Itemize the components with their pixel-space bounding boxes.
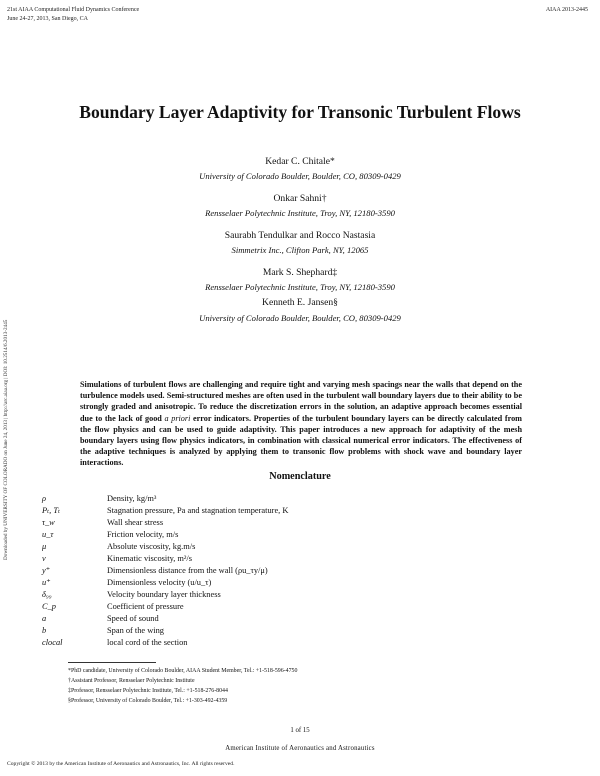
nomenclature-symbol: δ₉₉ [42,590,52,599]
abstract [80,379,522,469]
nomenclature-definition: Span of the wing [107,626,164,635]
nomenclature-symbol: Pₜ, Tₜ [42,506,61,515]
nomenclature-symbol: ν [42,554,46,563]
nomenclature-definition: Dimensionless velocity (u/u_τ) [107,578,212,587]
abstract-text: Simulations of turbulent flows are challenging and require tight and varying mesh spacings near the walls that depend on the turbulence models used. Semi-structured meshes are often used in the turbulent wall boundary layers due to their ability to be strongly graded and anisotropic. To reduce the discretization errors in the solution, an adaptive approach becomes essential due to the lack of good [80,380,522,423]
author-affiliation: University of Colorado Boulder, Boulder, CO, 80309-0429 [199,313,401,323]
nomenclature-symbol: ρ [42,494,47,503]
footnote: ‡Professor, Rensselaer Polytechnic Institute, Tel.: +1-518-276-8044 [68,688,228,694]
nomenclature-symbol: C_p [42,602,56,611]
author-name: Kenneth E. Jansen§ [262,297,338,308]
author-name: Saurabh Tendulkar and Rocco Nastasia [224,230,376,241]
conference-header [7,6,139,24]
nomenclature-definition: Kinematic viscosity, m²/s [107,554,193,563]
nomenclature-definition: Velocity boundary layer thickness [107,590,221,599]
nomenclature-symbol: clocal [42,638,63,647]
download-note: Downloaded by UNIVERSITY OF COLORADO on June 24, 2013 | http://arc.aiaa.org | DOI: 10.2514/6.2013-2445 [3,319,9,560]
nomenclature-definition: Stagnation pressure, Pa and stagnation temperature, K [107,506,289,515]
footnote: §Professor, University of Colorado Boulder, Tel.: +1-303-492-4359 [68,698,228,704]
author-affiliation: University of Colorado Boulder, Boulder, CO, 80309-0429 [199,171,401,181]
nomenclature-symbol: u_τ [42,530,54,539]
conference-name: 21st AIAA Computational Fluid Dynamics Conference [7,7,140,13]
author-name: Onkar Sahni† [273,193,327,204]
abstract-text: error indicators. Properties of the turbulent boundary layers can be directly calculated from the flow physics and can be used to guide adaptivity. This paper introduces a new approach for adaptivity of the mesh boundary layers using flow physics indicators, in combination with classical numerical error indicators. The effectiveness of the adaptive techniques is analyzed by applying them to transonic flow problems with shock wave and boundary layer interactions. [80,413,522,468]
nomenclature-symbol: μ [42,542,47,551]
nomenclature-definition: Dimensionless distance from the wall (ρu_τy/μ) [107,566,268,575]
conference-dates: June 24-27, 2013, San Diego, CA [7,16,88,22]
author-affiliation: Rensselaer Polytechnic Institute, Troy, NY, 12180-3590 [205,282,395,292]
nomenclature-definition: Wall shear stress [107,518,164,527]
author-name: Kedar C. Chitale* [265,156,335,167]
paper-title: Boundary Layer Adaptivity for Transonic Turbulent Flows [79,102,521,122]
nomenclature-definition: Density, kg/m³ [107,494,157,503]
nomenclature-definition: Speed of sound [107,614,159,623]
nomenclature-symbol: a [42,614,47,623]
footnote: *PhD candidate, University of Colorado Boulder, AIAA Student Member, Tel.: +1-518-596-4750 [68,668,298,674]
nomenclature-symbol: y⁺ [42,566,51,575]
nomenclature-definition: Absolute viscosity, kg.m/s [107,542,196,551]
author-affiliation: Simmetrix Inc., Clifton Park, NY, 12065 [231,245,369,255]
nomenclature-symbol: b [42,626,47,635]
copyright-notice: Copyright © 2013 by the American Institute of Aeronautics and Astronautics, Inc. All rights reserved. [7,761,235,767]
nomenclature-heading: Nomenclature [269,471,331,482]
paper-id: AIAA 2013-2445 [545,7,588,13]
nomenclature-symbol: u⁺ [42,578,51,587]
page-number: 1 of 15 [290,727,310,734]
publisher-name: American Institute of Aeronautics and Astronautics [225,745,375,752]
nomenclature-symbol: τ_w [42,518,55,527]
nomenclature-definition: Coefficient of pressure [107,602,184,611]
footnote-divider [68,662,156,663]
author-affiliation: Rensselaer Polytechnic Institute, Troy, NY, 12180-3590 [205,208,395,218]
nomenclature-definition: Friction velocity, m/s [107,530,179,539]
footnote: †Assistant Professor, Rensselaer Polytechnic Institute [68,678,195,684]
nomenclature-definition: local cord of the section [107,638,188,647]
abstract-italic: a priori [164,413,191,423]
author-name: Mark S. Shephard‡ [262,267,338,278]
